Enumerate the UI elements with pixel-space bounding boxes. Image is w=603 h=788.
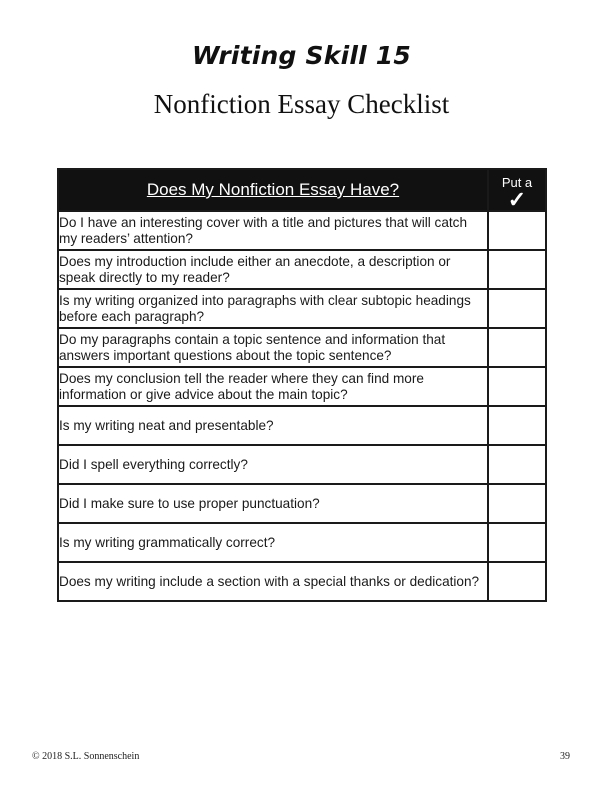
checklist-row: [58, 445, 546, 484]
checklist-checkbox[interactable]: [488, 406, 546, 445]
checklist-row: [58, 289, 546, 328]
checklist-row: [58, 328, 546, 367]
checklist-row: [58, 367, 546, 406]
checklist-checkbox[interactable]: [488, 562, 546, 601]
page-number: 39: [560, 751, 570, 762]
checkmark-icon: ✓: [507, 187, 527, 212]
checklist-question: Does my conclusion tell the reader where they can find more information or give advice about the main topic?: [58, 367, 488, 406]
checklist-checkbox[interactable]: [488, 523, 546, 562]
check-column-label: Put a: [501, 175, 533, 190]
checklist-question: Is my writing grammatically correct?: [58, 523, 488, 562]
page-subtitle: Nonfiction Essay Checklist: [153, 89, 450, 119]
checklist-checkbox[interactable]: [488, 289, 546, 328]
checklist-table: [57, 168, 547, 602]
checklist-row: [58, 211, 546, 250]
checklist-checkbox[interactable]: [488, 250, 546, 289]
footer-copyright: © 2018 S.L. Sonnenschein: [32, 751, 140, 762]
checklist-question: Do my paragraphs contain a topic sentence and information that answers important questions about the topic sentence?: [58, 328, 488, 367]
checklist-checkbox[interactable]: [488, 211, 546, 250]
checklist-checkbox[interactable]: [488, 445, 546, 484]
checklist-question: Did I make sure to use proper punctuation?: [58, 484, 488, 523]
checklist-question: Is my writing neat and presentable?: [58, 406, 488, 445]
checklist-question: Do I have an interesting cover with a title and pictures that will catch my readers’ attention?: [58, 211, 488, 250]
checklist-checkbox[interactable]: [488, 484, 546, 523]
checklist-question: Does my writing include a section with a special thanks or dedication?: [58, 562, 488, 601]
checklist-row: [58, 484, 546, 523]
question-column-header: Does My Nonfiction Essay Have?: [58, 169, 488, 211]
check-column-header: [488, 169, 546, 211]
checklist-row: [58, 250, 546, 289]
checklist-question: Did I spell everything correctly?: [58, 445, 488, 484]
checklist-row: [58, 562, 546, 601]
page-title: Writing Skill 15: [192, 41, 411, 70]
checklist-checkbox[interactable]: [488, 367, 546, 406]
checklist-row: [58, 406, 546, 445]
checklist-row: [58, 523, 546, 562]
checklist-question: Does my introduction include either an anecdote, a description or speak directly to my reader?: [58, 250, 488, 289]
checklist-checkbox[interactable]: [488, 328, 546, 367]
checklist-header-row: [58, 169, 546, 211]
checklist-question: Is my writing organized into paragraphs with clear subtopic headings before each paragraph?: [58, 289, 488, 328]
